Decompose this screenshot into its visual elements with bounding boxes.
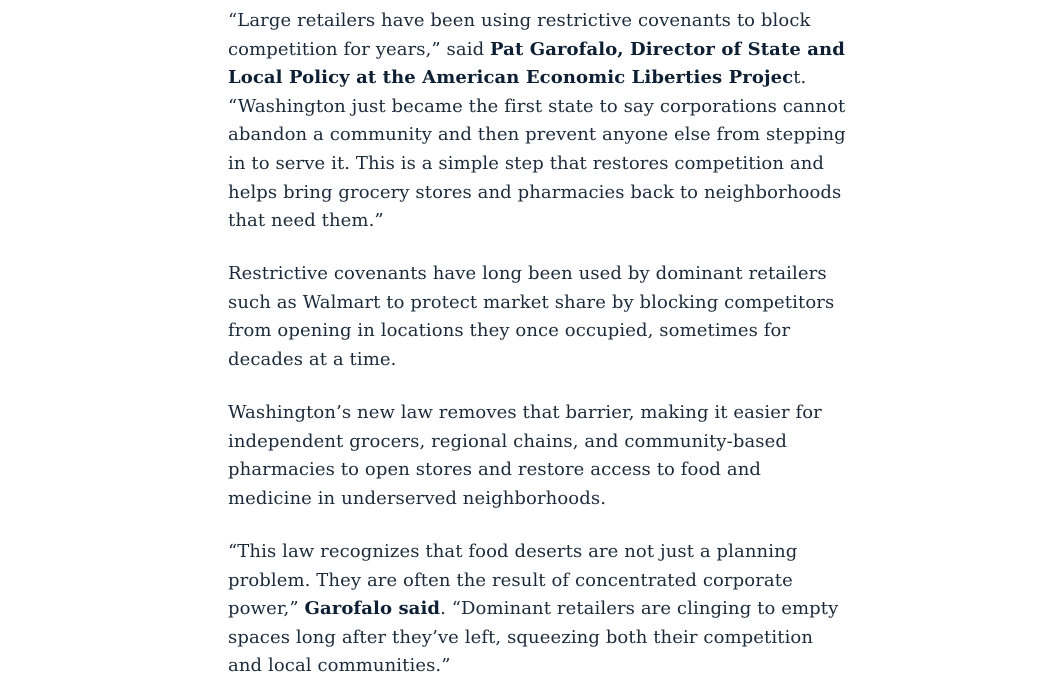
paragraph-quote-food-deserts (228, 538, 846, 681)
paragraph-quote-garofalo-intro (228, 7, 846, 236)
paragraph-text: Restrictive covenants have long been used by dominant retailers such as Walmart to protect market share by blocking competitors from opening in locations they once occupied, sometimes for decades at a time. (228, 263, 835, 371)
paragraph-text: “Large retailers have been using restrictive covenants to block competition for years,” said (228, 10, 811, 60)
speaker-attribution: Garofalo said (304, 598, 441, 620)
paragraph-restrictive-covenants (228, 260, 846, 374)
speaker-attribution: Pat Garofalo, Director of State and Local Policy at the American Economic Liberties Projec (228, 38, 845, 89)
paragraph-text: t. “Washington just became the first state to say corporations cannot abandon a community and then prevent anyone else from stepping in to serve it. This is a simple step that restores competition and helps bring grocery stores and pharmacies back to neighborhoods that need them.” (228, 67, 846, 232)
paragraph-new-law (228, 399, 846, 513)
paragraph-text: . “Dominant retailers are clinging to empty spaces long after they’ve left, squeezing both their competition and local communities.” (228, 598, 839, 677)
paragraph-text: Washington’s new law removes that barrier, making it easier for independent grocers, regional chains, and community-based pharmacies to open stores and restore access to food and medicine in underserved neighborhoods. (228, 402, 822, 509)
article-body (228, 7, 846, 681)
paragraph-text: “This law recognizes that food deserts are not just a planning problem. They are often the result of concentrated corporate power,” (228, 541, 798, 620)
